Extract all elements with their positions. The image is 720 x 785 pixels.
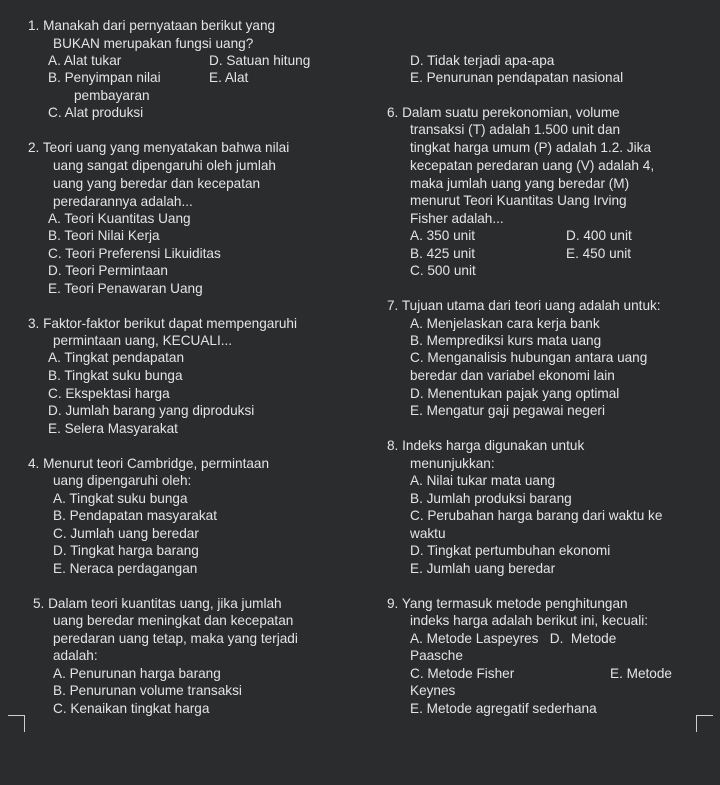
q8-option-a: A. Nilai tukar mata uang <box>410 473 556 488</box>
q8-option-b: B. Jumlah produksi barang <box>410 491 572 506</box>
q8-stem: 8. Indeks harga digunakan untuk <box>387 438 585 453</box>
q1-option-d: D. Satuan hitung <box>209 53 311 68</box>
q1-option-e: E. Alat <box>209 70 249 85</box>
q7-option-a: A. Menjelaskan cara kerja bank <box>410 316 600 331</box>
q6-stem: maka jumlah uang yang beredar (M) <box>410 176 630 191</box>
q2-option-d: D. Teori Permintaan <box>48 263 168 278</box>
q2-option-e: E. Teori Penawaran Uang <box>48 281 203 296</box>
q1-stem: BUKAN merupakan fungsi uang? <box>53 36 254 51</box>
q2-option-a: A. Teori Kuantitas Uang <box>48 211 191 226</box>
q5-stem: adalah: <box>53 648 98 663</box>
q6-option-a: A. 350 unit <box>410 228 475 243</box>
q5-option-b: B. Penurunan volume transaksi <box>53 683 242 698</box>
q9-option-c: C. Metode Fisher <box>410 666 515 681</box>
q6-option-d: D. 400 unit <box>566 228 632 243</box>
q3-option-c: C. Ekspektasi harga <box>48 386 170 401</box>
q7-stem: 7. Tujuan utama dari teori uang adalah untuk: <box>387 298 661 313</box>
q1-stem: 1. Manakah dari pernyataan berikut yang <box>28 18 276 33</box>
q3-option-d: D. Jumlah barang yang diproduksi <box>48 403 255 418</box>
q8-stem: menunjukkan: <box>410 456 495 471</box>
q8-option-e: E. Jumlah uang beredar <box>410 561 556 576</box>
q1-option-b: B. Penyimpan nilai <box>48 70 161 85</box>
q2-stem: 2. Teori uang yang menyatakan bahwa nilai <box>28 140 290 155</box>
q6-option-b: B. 425 unit <box>410 246 475 261</box>
q5-option-a: A. Penurunan harga barang <box>53 666 221 681</box>
q6-stem: tingkat harga umum (P) adalah 1.2. Jika <box>410 140 652 155</box>
q4-option-c: C. Jumlah uang beredar <box>53 526 199 541</box>
q9-option-e2: E. Metode agregatif sederhana <box>410 701 597 716</box>
q3-option-b: B. Tingkat suku bunga <box>48 368 183 383</box>
q6-stem: menurut Teori Kuantitas Uang Irving <box>410 193 627 208</box>
q2-stem: uang sangat dipengaruhi oleh jumlah <box>53 158 276 173</box>
q7-option-c: beredar dan variabel ekonomi lain <box>410 368 615 383</box>
q7-option-b: B. Memprediksi kurs mata uang <box>410 333 602 348</box>
q4-option-a: A. Tingkat suku bunga <box>53 491 188 506</box>
q7-option-d: D. Menentukan pajak yang optimal <box>410 386 620 401</box>
q3-stem: 3. Faktor-faktor berikut dapat mempengaruhi <box>28 316 297 331</box>
q6-option-c: C. 500 unit <box>410 263 476 278</box>
q9-stem: 9. Yang termasuk metode penghitungan <box>387 596 628 611</box>
q9-option-d: Paasche <box>410 648 463 663</box>
q2-stem: peredarannya adalah... <box>53 194 193 209</box>
q4-stem: 4. Menurut teori Cambridge, permintaan <box>28 456 270 471</box>
q6-stem: 6. Dalam suatu perekonomian, volume <box>387 105 620 120</box>
q6-stem: transaksi (T) adalah 1.500 unit dan <box>410 122 621 137</box>
q4-option-d: D. Tingkat harga barang <box>53 543 199 558</box>
q8-option-d: D. Tingkat pertumbuhan ekonomi <box>410 543 611 558</box>
q3-stem: permintaan uang, KECUALI... <box>53 333 233 348</box>
q3-option-a: A. Tingkat pendapatan <box>48 350 185 365</box>
q3-option-e: E. Selera Masyarakat <box>48 421 178 436</box>
q6-option-e: E. 450 unit <box>566 246 631 261</box>
q5-option-e: E. Penurunan pendapatan nasional <box>410 70 624 85</box>
q1-option-b: pembayaran <box>74 88 150 103</box>
q8-option-c: C. Perubahan harga barang dari waktu ke <box>410 508 663 523</box>
q9-stem: indeks harga adalah berikut ini, kecuali: <box>410 613 649 628</box>
q5-option-c: C. Kenaikan tingkat harga <box>53 701 210 716</box>
q4-option-b: B. Pendapatan masyarakat <box>53 508 217 523</box>
q1-option-a: A. Alat tukar <box>48 53 122 68</box>
q4-stem: uang dipengaruhi oleh: <box>53 473 192 488</box>
q5-stem: uang beredar meningkat dan kecepatan <box>53 613 294 628</box>
crop-corner-right <box>696 715 713 732</box>
q9-option-e: Keynes <box>410 683 456 698</box>
q5-stem: peredaran uang tetap, maka yang terjadi <box>53 631 298 646</box>
q7-option-c: C. Menganalisis hubungan antara uang <box>410 350 648 365</box>
q2-option-b: B. Teori Nilai Kerja <box>48 228 160 243</box>
q8-option-c: waktu <box>410 526 446 541</box>
q4-option-e: E. Neraca perdagangan <box>53 561 198 576</box>
q5-option-d: D. Tidak terjadi apa-apa <box>410 53 555 68</box>
q7-option-e: E. Mengatur gaji pegawai negeri <box>410 403 605 418</box>
q5-stem: 5. Dalam teori kuantitas uang, jika jumlah <box>33 596 282 611</box>
q2-stem: uang yang beredar dan kecepatan <box>53 176 261 191</box>
crop-corner-left <box>8 715 25 732</box>
q1-option-c: C. Alat produksi <box>48 105 144 120</box>
q6-stem: Fisher adalah... <box>410 211 504 226</box>
q2-option-c: C. Teori Preferensi Likuiditas <box>48 246 221 261</box>
q9-option-a-d: A. Metode Laspeyres D. Metode <box>410 631 617 646</box>
q9-option-e: E. Metode <box>610 666 672 681</box>
q6-stem: kecepatan peredaran uang (V) adalah 4, <box>410 158 655 173</box>
